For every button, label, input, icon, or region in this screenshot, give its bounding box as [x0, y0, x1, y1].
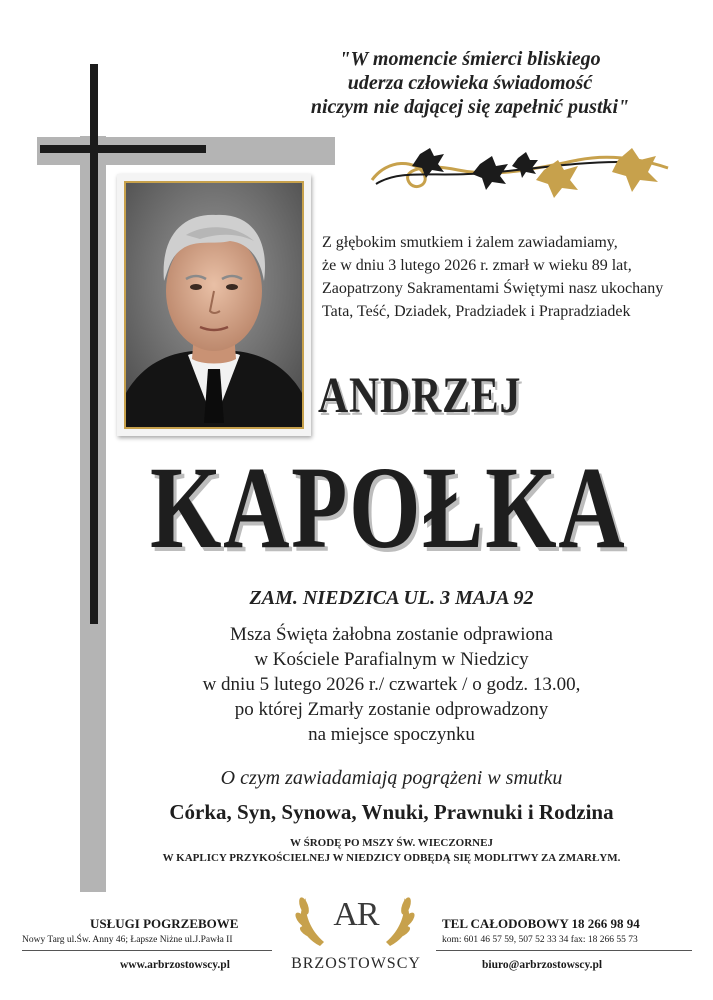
announcement-line-2: że w dniu 3 lutego 2026 r. zmarł w wieku 89 lat,	[322, 257, 632, 274]
footer-divider-left	[22, 950, 272, 951]
mass-line-4: po której Zmarły zostanie odprowadzony	[234, 699, 549, 720]
cross-icon-horizontal	[40, 145, 206, 153]
memorial-quote	[250, 47, 690, 119]
announcement-line-1: Z głębokim smutkiem i żalem zawiadamiamy,	[322, 234, 618, 251]
portrait-photo	[124, 181, 304, 429]
prayer-line-1: W ŚRODĘ PO MSZY ŚW. WIECZORNEJ	[290, 837, 493, 849]
deceased-last-name: KAPOŁKA	[150, 442, 627, 573]
footer-divider-right	[436, 950, 692, 951]
mourners-family: Córka, Syn, Synowa, Wnuki, Prawnuki i Rodzina	[169, 800, 614, 824]
mourners-intro: O czym zawiadamiają pogrążeni w smutku	[220, 767, 563, 789]
email-link[interactable]: biuro@arbrzostowscy.pl	[482, 959, 603, 971]
quote-line-3: niczym nie dającej się zapełnić pustki"	[310, 96, 630, 118]
mass-line-2: w Kościele Parafialnym w Niedzicy	[254, 649, 529, 670]
prayer-notice	[0, 836, 713, 866]
announcement-text	[322, 231, 682, 323]
funeral-service-address: Nowy Targ ul.Św. Anny 46; Łapsze Niżne ul.J.Pawła II	[22, 935, 233, 945]
website-link[interactable]: www.arbrzostowscy.pl	[120, 959, 230, 971]
quote-line-2: uderza człowieka świadomość	[347, 72, 593, 94]
funeral-service-title: USŁUGI POGRZEBOWE	[90, 916, 239, 931]
mass-line-5: na miejsce spoczynku	[308, 724, 475, 745]
logo-company-name: BRZOSTOWSCY	[291, 955, 421, 972]
deceased-first-name: ANDRZEJ	[318, 368, 522, 424]
mass-line-1: Msza Święta żałobna zostanie odprawiona	[230, 624, 553, 645]
phone-numbers: kom: 601 46 57 59, 507 52 33 34 fax: 18 266 55 73	[442, 935, 638, 945]
logo-initials: AR	[333, 896, 379, 933]
announcement-line-4: Tata, Teść, Dziadek, Pradziadek i Prapradziadek	[322, 303, 631, 320]
vine-ornament-icon	[368, 140, 674, 206]
portrait-frame	[117, 174, 311, 436]
prayer-line-2: W KAPLICY PRZYKOŚCIELNEJ W NIEDZICY ODBĘDĄ SIĘ MODLITWY ZA ZMARŁYM.	[162, 852, 621, 864]
mass-line-3: w dniu 5 lutego 2026 r./ czwartek / o godz. 13.00,	[202, 674, 581, 695]
funeral-mass-info	[0, 622, 713, 747]
phone-title: TEL CAŁODOBOWY 18 266 98 94	[442, 916, 640, 931]
deceased-address: ZAM. NIEDZICA UL. 3 MAJA 92	[249, 587, 534, 609]
announcement-line-3: Zaopatrzony Sakramentami Świętymi nasz ukochany	[322, 280, 664, 297]
quote-line-1: "W momencie śmierci bliskiego	[339, 48, 601, 70]
